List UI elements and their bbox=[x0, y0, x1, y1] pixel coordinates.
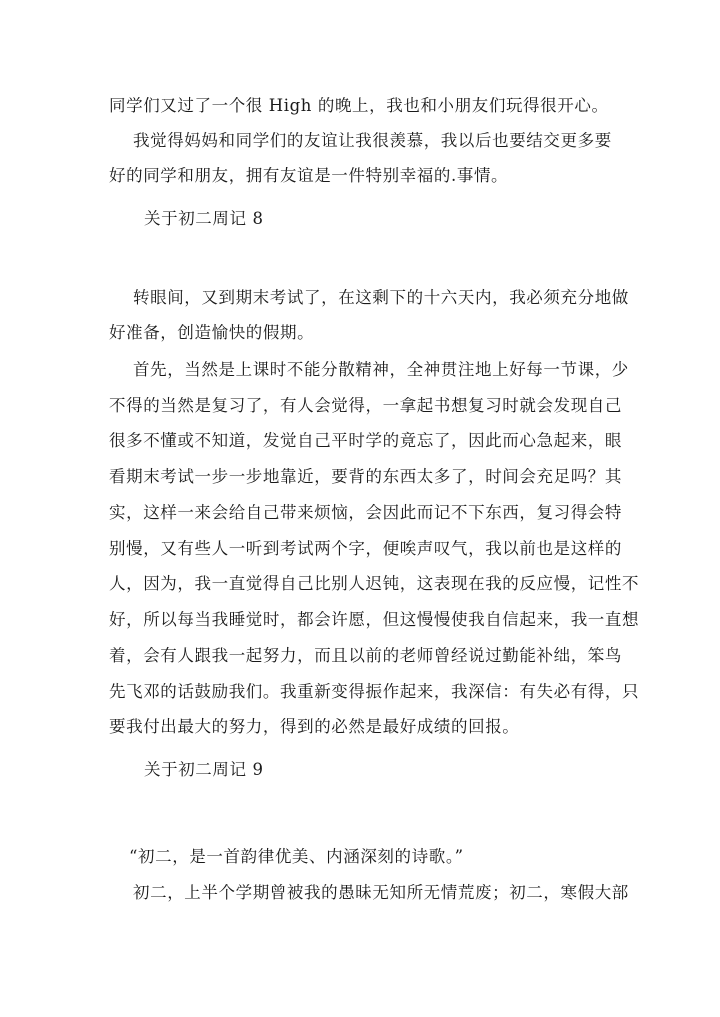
paragraph-line: 不得的当然是复习了，有人会觉得，一拿起书想复习时就会发现自己 bbox=[109, 396, 622, 415]
paragraph-line: 初二，上半个学期曾被我的愚昧无知所无情荒废；初二，寒假大部 bbox=[133, 883, 629, 902]
paragraph-line: 要我付出最大的努力，得到的必然是最好成绩的回报。 bbox=[109, 717, 520, 736]
section-heading: 关于初二周记 8 bbox=[144, 209, 264, 228]
paragraph-line: 好，所以每当我睡觉时，都会许愿，但这慢慢使我自信起来，我一直想 bbox=[109, 610, 640, 629]
section-heading: 关于初二周记 9 bbox=[144, 760, 264, 779]
paragraph-line: 别慢，又有些人一听到考试两个字，便唉声叹气，我以前也是这样的 bbox=[109, 539, 622, 558]
paragraph-line: 转眼间，又到期末考试了，在这剩下的十六天内，我必须充分地做 bbox=[133, 288, 629, 307]
paragraph-line: 实，这样一来会给自己带来烦恼，会因此而记不下东西，复习得会特 bbox=[109, 503, 622, 522]
paragraph-line: 首先，当然是上课时不能分散精神，全神贯注地上好每一节课，少 bbox=[133, 360, 629, 379]
paragraph-line: 好准备，创造愉快的假期。 bbox=[109, 323, 315, 342]
paragraph-line: 先飞邓的话鼓励我们。我重新变得振作起来，我深信：有失必有得，只 bbox=[109, 682, 640, 701]
paragraph-line: 着，会有人跟我一起努力，而且以前的老师曾经说过勤能补绌，笨鸟 bbox=[109, 646, 622, 665]
paragraph-line: 好的同学和朋友，拥有友谊是一件特别幸福的.事情。 bbox=[109, 166, 509, 185]
quote-line: “初二，是一首韵律优美、内涵深刻的诗歌。” bbox=[129, 847, 464, 866]
paragraph-line: 我觉得妈妈和同学们的友谊让我很羡慕，我以后也要结交更多要 bbox=[133, 131, 612, 150]
paragraph-line: 同学们又过了一个很 High 的晚上，我也和小朋友们玩得很开心。 bbox=[109, 96, 609, 115]
paragraph-line: 看期末考试一步一步地靠近，要背的东西太多了，时间会充足吗？其 bbox=[109, 467, 622, 486]
paragraph-line: 人，因为，我一直觉得自己比别人迟钝，这表现在我的反应慢，记性不 bbox=[109, 574, 640, 593]
paragraph-line: 很多不懂或不知道，发觉自己平时学的竟忘了，因此而心急起来，眼 bbox=[109, 431, 622, 450]
